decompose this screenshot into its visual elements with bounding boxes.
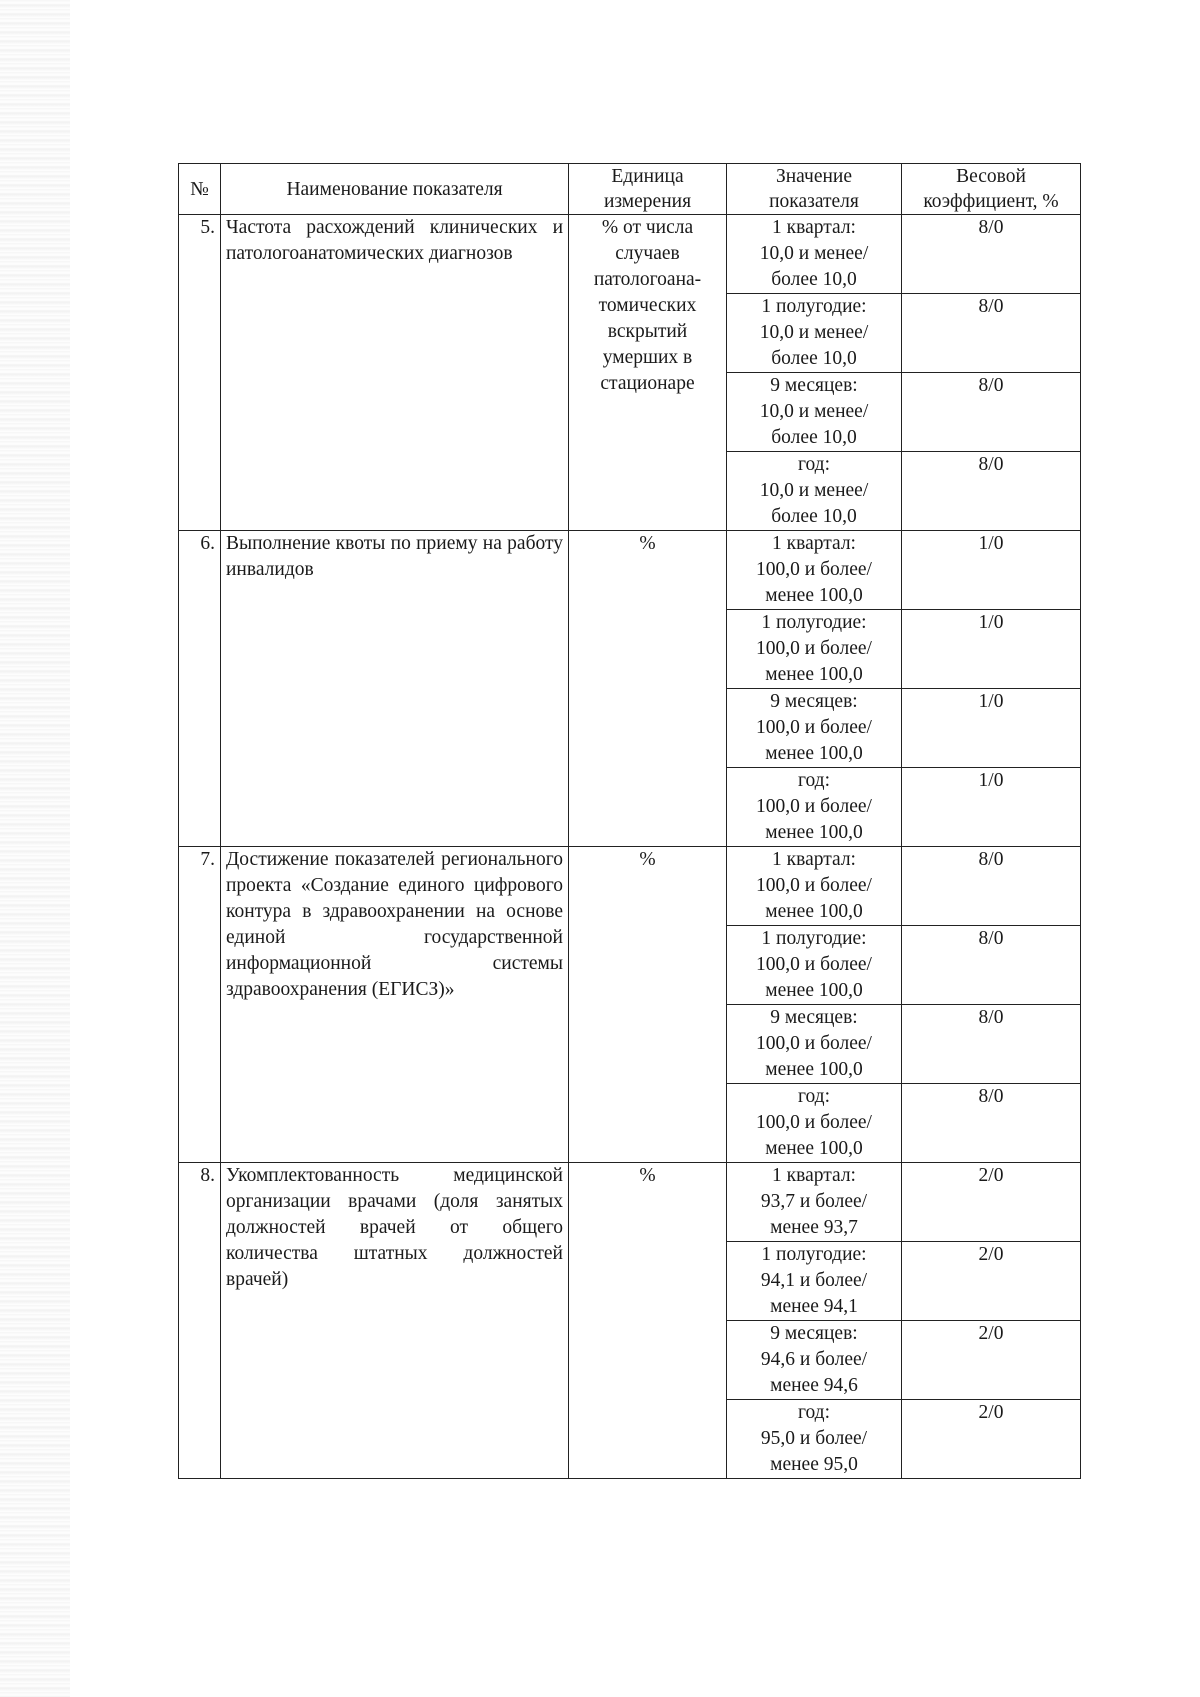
indicator-value: 1 полугодие: 10,0 и менее/ более 10,0 xyxy=(727,294,902,373)
indicator-value: 1 полугодие: 100,0 и более/ менее 100,0 xyxy=(727,926,902,1005)
table-row xyxy=(179,215,1081,294)
indicator-value: год: 100,0 и более/ менее 100,0 xyxy=(727,1084,902,1163)
weight-coefficient: 1/0 xyxy=(902,689,1081,768)
header-name: Наименование показателя xyxy=(221,164,569,215)
indicator-name: Частота расхождений клинических и патологоанатомических диагнозов xyxy=(221,215,569,531)
indicator-name: Выполнение квоты по приему на работу инвалидов xyxy=(221,531,569,847)
weight-coefficient: 1/0 xyxy=(902,610,1081,689)
weight-coefficient: 8/0 xyxy=(902,452,1081,531)
table-row xyxy=(179,847,1081,926)
indicator-unit: % xyxy=(569,531,727,847)
indicator-name: Достижение показателей регионального проекта «Создание единого цифрового контура в здравоохранении на основе единой государственной информационной системы здравоохранения (ЕГИСЗ)» xyxy=(221,847,569,1163)
indicator-unit: % xyxy=(569,847,727,1163)
header-num: № xyxy=(179,164,221,215)
weight-coefficient: 1/0 xyxy=(902,531,1081,610)
weight-coefficient: 8/0 xyxy=(902,926,1081,1005)
table-header-row xyxy=(179,164,1081,215)
indicator-value: 1 квартал: 100,0 и более/ менее 100,0 xyxy=(727,531,902,610)
indicators-table xyxy=(178,163,1081,1479)
header-unit: Единица измерения xyxy=(569,164,727,215)
indicator-value: год: 95,0 и более/ менее 95,0 xyxy=(727,1400,902,1479)
weight-coefficient: 8/0 xyxy=(902,215,1081,294)
weight-coefficient: 8/0 xyxy=(902,847,1081,926)
indicator-number: 7. xyxy=(179,847,221,1163)
indicator-value: 1 квартал: 10,0 и менее/ более 10,0 xyxy=(727,215,902,294)
indicator-value: год: 100,0 и более/ менее 100,0 xyxy=(727,768,902,847)
table-row xyxy=(179,1163,1081,1242)
indicator-name: Укомплектованность медицинской организации врачами (доля занятых должностей врачей от общего количества штатных должностей врачей) xyxy=(221,1163,569,1479)
table-row xyxy=(179,531,1081,610)
weight-coefficient: 2/0 xyxy=(902,1400,1081,1479)
header-value: Значение показателя xyxy=(727,164,902,215)
indicator-unit: % xyxy=(569,1163,727,1479)
weight-coefficient: 2/0 xyxy=(902,1321,1081,1400)
indicator-value: 9 месяцев: 100,0 и более/ менее 100,0 xyxy=(727,689,902,768)
scan-edge-noise xyxy=(0,0,70,1697)
indicator-value: 1 полугодие: 94,1 и более/ менее 94,1 xyxy=(727,1242,902,1321)
weight-coefficient: 2/0 xyxy=(902,1242,1081,1321)
weight-coefficient: 8/0 xyxy=(902,373,1081,452)
indicator-number: 6. xyxy=(179,531,221,847)
weight-coefficient: 8/0 xyxy=(902,1005,1081,1084)
indicator-value: 1 квартал: 93,7 и более/ менее 93,7 xyxy=(727,1163,902,1242)
header-weight: Весовой коэффициент, % xyxy=(902,164,1081,215)
weight-coefficient: 8/0 xyxy=(902,294,1081,373)
weight-coefficient: 2/0 xyxy=(902,1163,1081,1242)
indicator-unit: % от числа случаев патологоана-томических вскрытий умерших в стационаре xyxy=(569,215,727,531)
indicator-value: 9 месяцев: 100,0 и более/ менее 100,0 xyxy=(727,1005,902,1084)
weight-coefficient: 1/0 xyxy=(902,768,1081,847)
indicator-value: 1 полугодие: 100,0 и более/ менее 100,0 xyxy=(727,610,902,689)
indicator-number: 5. xyxy=(179,215,221,531)
indicator-value: 9 месяцев: 10,0 и менее/ более 10,0 xyxy=(727,373,902,452)
indicator-number: 8. xyxy=(179,1163,221,1479)
weight-coefficient: 8/0 xyxy=(902,1084,1081,1163)
table-body xyxy=(179,215,1081,1479)
indicator-value: 1 квартал: 100,0 и более/ менее 100,0 xyxy=(727,847,902,926)
indicator-value: 9 месяцев: 94,6 и более/ менее 94,6 xyxy=(727,1321,902,1400)
indicator-value: год: 10,0 и менее/ более 10,0 xyxy=(727,452,902,531)
